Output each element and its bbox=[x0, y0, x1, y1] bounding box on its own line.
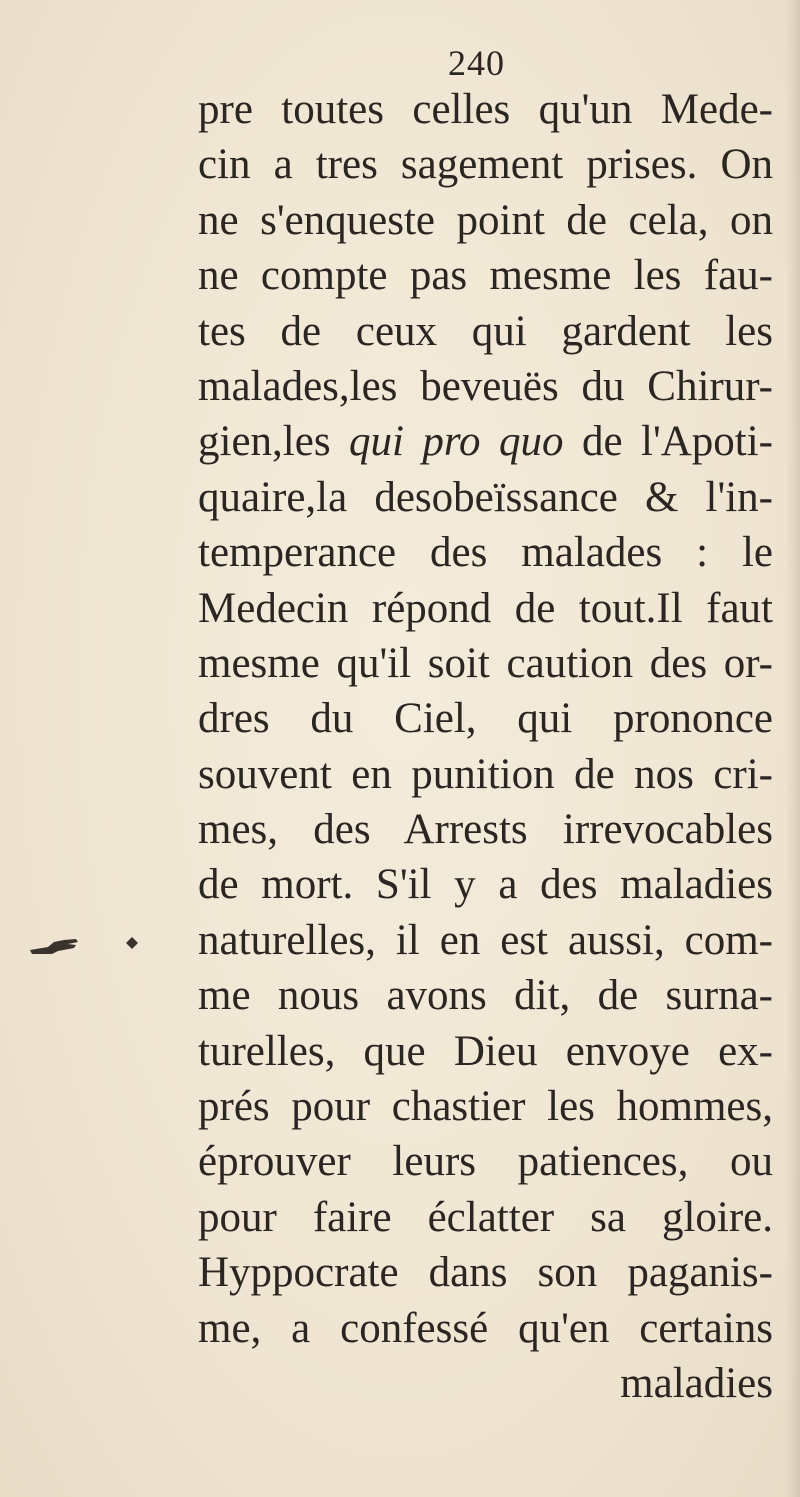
text-line: me, a confessé qu'en certains bbox=[198, 1304, 773, 1352]
catchword: maladies bbox=[620, 1359, 773, 1407]
text-line: pre toutes celles qu'un Mede- bbox=[198, 86, 773, 133]
text-line: mesme qu'il soit caution des or- bbox=[198, 639, 773, 687]
page-edge-shadow bbox=[786, 0, 800, 1497]
text-line: dres du Ciel, qui prononce bbox=[198, 695, 773, 743]
text-line: prés pour chastier les hommes, bbox=[198, 1083, 773, 1131]
text-line: pour faire éclatter sa gloire. bbox=[198, 1193, 773, 1241]
text-line: temperance des malades : le bbox=[198, 529, 773, 577]
text-line: Hyppocrate dans son paganis- bbox=[198, 1249, 773, 1297]
text-line: cin a tres sagement prises. On bbox=[198, 141, 773, 189]
text-line: quaire,la desobeïssance & l'in- bbox=[198, 473, 773, 521]
text-line: malades,les beveuës du Chirur- bbox=[198, 362, 773, 410]
body-text bbox=[198, 82, 773, 1411]
page-number: 240 bbox=[448, 43, 505, 83]
text-line: de mort. S'il y a des maladies bbox=[198, 861, 773, 909]
text-line: tes de ceux qui gardent les bbox=[198, 307, 773, 355]
text-line: turelles, que Dieu envoye ex- bbox=[198, 1027, 773, 1075]
text-segment: de l'Apoti- bbox=[563, 418, 773, 466]
text-line: ne s'enqueste point de cela, on bbox=[198, 196, 773, 244]
text-line: Medecin répond de tout.Il faut bbox=[198, 584, 773, 632]
italic-phrase: qui pro quo bbox=[349, 418, 564, 466]
text-line: ne compte pas mesme les fau- bbox=[198, 252, 773, 300]
text-line: naturelles, il en est aussi, com- bbox=[198, 916, 773, 964]
text-line: éprouver leurs patiences, ou bbox=[198, 1138, 773, 1186]
hand-pointer-icon bbox=[28, 930, 148, 960]
text-line-with-italic bbox=[198, 414, 773, 469]
text-line: mes, des Arrests irrevocables bbox=[198, 806, 773, 854]
text-segment: gien,les bbox=[198, 418, 350, 466]
text-line: me nous avons dit, de surna- bbox=[198, 972, 773, 1020]
text-line: souvent en punition de nos cri- bbox=[198, 750, 773, 798]
